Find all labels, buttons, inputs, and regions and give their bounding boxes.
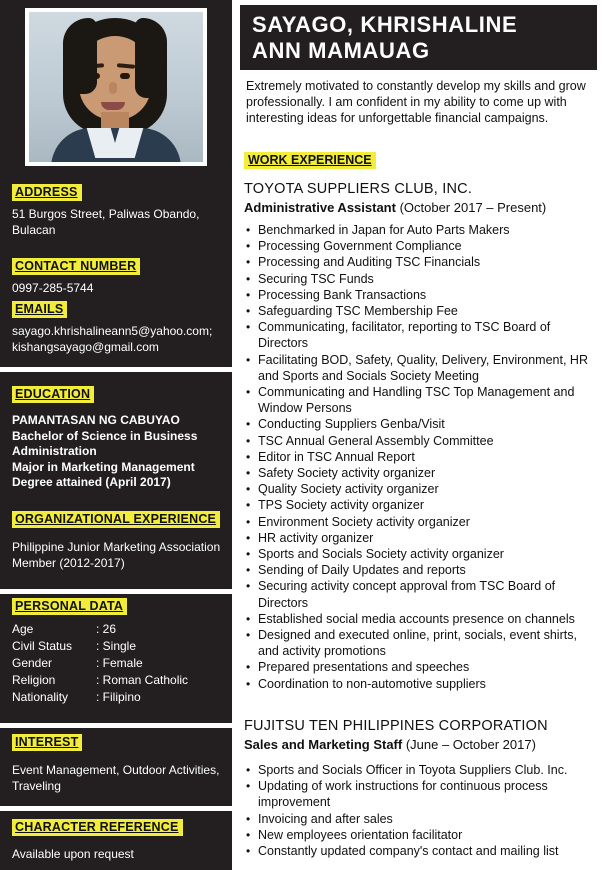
table-row: [12, 689, 188, 706]
table-row: [12, 672, 188, 689]
job-role-title: Administrative Assistant: [244, 200, 396, 215]
list-item: • Environment Society activity organizer: [244, 514, 599, 530]
photo-frame: [25, 8, 207, 166]
section-character-reference: [12, 818, 222, 863]
list-item: • TSC Annual General Assembly Committee: [244, 433, 599, 449]
list-item: • Securing activity concept approval from TSC Board of Directors: [244, 578, 599, 610]
education-degree: Bachelor of Science in Business Administration: [12, 428, 198, 458]
address-heading: ADDRESS: [12, 184, 82, 201]
avatar: [29, 12, 203, 162]
job-role: [244, 736, 599, 753]
address-text: 51 Burgos Street, Paliwas Obando, Bulacan: [12, 207, 200, 237]
page-title: [240, 5, 597, 70]
list-item: • New employees orientation facilitator: [244, 827, 599, 843]
personal-data-heading: PERSONAL DATA: [12, 598, 127, 615]
portrait-hair-left: [63, 18, 97, 94]
personal-value-age: : 26: [96, 622, 117, 636]
list-item: • Invoicing and after sales: [244, 811, 599, 827]
job-role-title: Sales and Marketing Staff: [244, 737, 403, 752]
main-content: [232, 0, 605, 870]
education-school: PAMANTASAN NG CABUYAO: [12, 413, 180, 427]
table-row: [12, 638, 188, 655]
list-item: • Designed and executed online, print, socials, event shirts, and activity promotions: [244, 627, 599, 659]
character-reference-heading: CHARACTER REFERENCE: [12, 819, 183, 836]
divider-2: [0, 589, 232, 594]
personal-label-gender: Gender: [12, 656, 53, 670]
job-role-dates: (June – October 2017): [402, 737, 536, 752]
divider-4: [0, 806, 232, 811]
name-line-2: ANN MAMAUAG: [252, 38, 430, 63]
list-item: • Safeguarding TSC Membership Fee: [244, 303, 599, 319]
work-experience-heading: WORK EXPERIENCE: [244, 152, 376, 169]
section-personal-data: [12, 597, 222, 706]
personal-data-table: [12, 621, 188, 706]
emails-heading: EMAILS: [12, 301, 67, 318]
list-item: • Prepared presentations and speeches: [244, 659, 599, 675]
job-role-dates: (October 2017 – Present): [395, 200, 547, 215]
list-item: • Facilitating BOD, Safety, Quality, Delivery, Environment, HR and Sports and Socials Society Meeting: [244, 352, 599, 384]
job-company: TOYOTA SUPPLIERS CLUB, INC.: [244, 181, 473, 197]
list-item: • Sports and Socials Officer in Toyota Suppliers Club. Inc.: [244, 762, 599, 778]
contact-number-text: 0997-285-5744: [12, 281, 94, 295]
personal-value-nationality: : Filipino: [96, 690, 141, 704]
contact-number-heading: CONTACT NUMBER: [12, 258, 140, 275]
section-interest: [12, 733, 222, 794]
personal-label-nationality: Nationality: [12, 690, 69, 704]
personal-label-religion: Religion: [12, 673, 56, 687]
list-item: • Securing TSC Funds: [244, 271, 599, 287]
list-item: • Communicating, facilitator, reporting to TSC Board of Directors: [244, 319, 599, 351]
list-item: • Quality Society activity organizer: [244, 481, 599, 497]
divider-1: [0, 367, 232, 372]
organizational-heading: ORGANIZATIONAL EXPERIENCE: [12, 511, 220, 528]
list-item: • TPS Society activity organizer: [244, 497, 599, 513]
emails-text[interactable]: sayago.khrishalineann5@yahoo.com; kishangsayago@gmail.com: [12, 324, 213, 354]
list-item: • Processing Government Compliance: [244, 238, 599, 254]
personal-label-civil-status: Civil Status: [12, 639, 73, 653]
education-major: Major in Marketing Management: [12, 459, 195, 474]
job-entry-toyota: [244, 180, 599, 692]
section-education: [12, 385, 222, 491]
professional-summary: Extremely motivated to constantly develop my skills and grow professionally. I am confident in my ability to come up with interesting ideas for unforgettable financial campaigns.: [246, 79, 586, 125]
job-company: FUJITSU TEN PHILIPPINES CORPORATION: [244, 718, 548, 734]
list-item: • Safety Society activity organizer: [244, 465, 599, 481]
personal-label-age: Age: [12, 622, 34, 636]
list-item: • Communicating and Handling TSC Top Management and Window Persons: [244, 384, 599, 416]
personal-value-gender: : Female: [96, 656, 143, 670]
list-item: • Benchmarked in Japan for Auto Parts Makers: [244, 222, 599, 238]
name-line-1: SAYAGO, KHRISHALINE: [252, 12, 518, 37]
list-item: • Conducting Suppliers Genba/Visit: [244, 416, 599, 432]
job-role: [244, 199, 599, 216]
list-item: • Sending of Daily Updates and reports: [244, 562, 599, 578]
table-row: [12, 655, 188, 672]
education-heading: EDUCATION: [12, 386, 94, 403]
portrait-nose: [109, 82, 117, 94]
personal-value-civil-status: : Single: [96, 639, 137, 653]
interest-text: Event Management, Outdoor Activities, Traveling: [12, 763, 220, 793]
section-address: [12, 183, 222, 238]
list-item: • Processing Bank Transactions: [244, 287, 599, 303]
list-item: • Sports and Socials Society activity organizer: [244, 546, 599, 562]
list-item: • Editor in TSC Annual Report: [244, 449, 599, 465]
list-item: • Constantly updated company's contact and mailing list: [244, 843, 599, 859]
list-item: • Established social media accounts presence on channels: [244, 611, 599, 627]
personal-value-religion: : Roman Catholic: [96, 673, 189, 687]
list-item: • Coordination to non-automotive suppliers: [244, 676, 599, 692]
character-reference-text: Available upon request: [12, 847, 134, 861]
organizational-text: Philippine Junior Marketing Association Member (2012-2017): [12, 540, 221, 570]
divider-3: [0, 723, 232, 728]
table-row: [12, 621, 188, 638]
portrait-eye-right: [120, 73, 130, 79]
job-bullets: [244, 762, 599, 859]
list-item: • HR activity organizer: [244, 530, 599, 546]
education-attained: Degree attained (April 2017): [12, 475, 171, 489]
list-item: • Processing and Auditing TSC Financials: [244, 254, 599, 270]
section-contact-number: [12, 257, 222, 297]
section-emails: [12, 300, 222, 355]
job-bullets: [244, 222, 599, 692]
list-item: • Updating of work instructions for continuous process improvement: [244, 778, 599, 810]
left-sidebar: [0, 0, 232, 870]
job-entry-fujitsu: [244, 717, 599, 859]
section-organizational-experience: [12, 510, 222, 571]
portrait-hair-right: [135, 18, 167, 98]
interest-heading: INTEREST: [12, 734, 82, 751]
